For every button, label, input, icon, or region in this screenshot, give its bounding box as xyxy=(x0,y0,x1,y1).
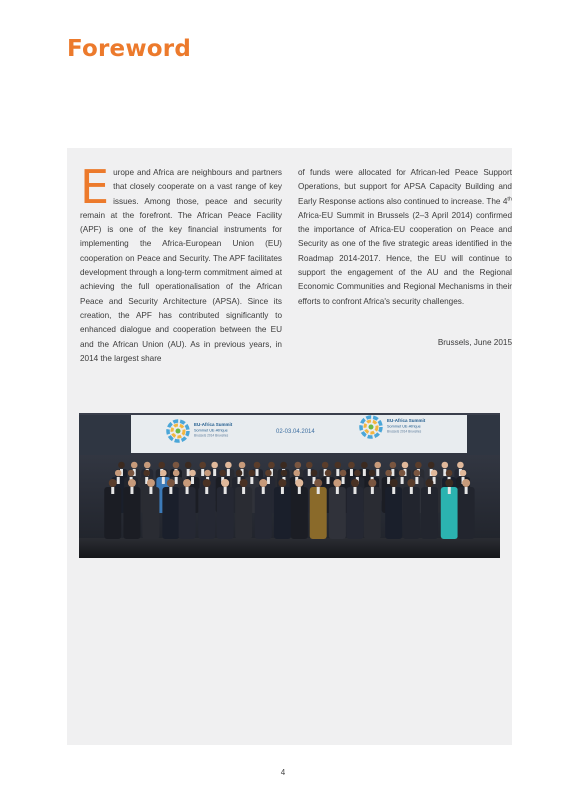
delegate-head xyxy=(428,462,435,469)
delegate-shirt xyxy=(465,487,468,494)
delegate-shirt xyxy=(281,487,284,494)
delegate-head xyxy=(390,462,397,469)
delegate-head xyxy=(399,470,406,477)
delegate-shirt xyxy=(353,487,356,494)
delegate-shirt xyxy=(149,487,152,494)
ordinal-suffix: th xyxy=(507,195,512,202)
delegate-head xyxy=(158,462,165,469)
delegate-body xyxy=(255,487,272,539)
delegate-shirt xyxy=(111,487,114,494)
delegate-head xyxy=(203,479,211,487)
delegate-shirt xyxy=(336,469,339,476)
delegate-head xyxy=(306,462,313,469)
delegate-body xyxy=(198,487,215,539)
delegate-body xyxy=(441,487,458,539)
delegate-head xyxy=(368,479,376,487)
delegate-head xyxy=(407,479,415,487)
delegate-shirt xyxy=(213,469,216,476)
delegate-head xyxy=(173,462,180,469)
delegate-head xyxy=(385,470,392,477)
delegate-shirt xyxy=(162,477,165,484)
delegate-shirt xyxy=(350,469,353,476)
delegate-body xyxy=(329,487,346,539)
delegate-head xyxy=(333,479,341,487)
delegate-body xyxy=(179,487,196,539)
delegate-head xyxy=(348,462,355,469)
delegate-head xyxy=(295,479,303,487)
text-column-left xyxy=(80,160,282,366)
delegate-shirt xyxy=(342,477,345,484)
delegate-head xyxy=(144,462,151,469)
delegate-head xyxy=(280,462,287,469)
delegate-head xyxy=(374,462,381,469)
delegate-shirt xyxy=(191,477,194,484)
delegate-shirt xyxy=(186,487,189,494)
delegate-shirt xyxy=(401,477,404,484)
delegate-shirt xyxy=(117,477,120,484)
delegate-shirt xyxy=(201,469,204,476)
delegate-head xyxy=(167,479,175,487)
delegate-body xyxy=(104,487,121,539)
left-column-text: urope and Africa are neighbours and partners that closely cooperate on a vast range of key issues. Among those, peace and security remain at the forefront. The African Peace Facility (APF) is one of the key financial instruments for implementing the Africa-European Union (EU) cooperation on Peace and Security. The APF facilitates development through a long-term commitment aimed at achieving the full operationalisation of the African Peace and Security Architecture (APSA). Since its creation, the APF has contributed significantly to enhanced dialogue and cooperation between the EU and the African Union (AU). As in previous years, in 2014 the largest share xyxy=(80,168,282,363)
delegate-shirt xyxy=(371,487,374,494)
delegate-shirt xyxy=(205,487,208,494)
delegate-body xyxy=(162,487,179,539)
delegate-head xyxy=(118,462,125,469)
delegate-head xyxy=(265,470,272,477)
delegate-head xyxy=(131,462,138,469)
delegate-head xyxy=(204,470,211,477)
delegate-head xyxy=(221,479,229,487)
delegate-body xyxy=(235,487,252,539)
delegate-shirt xyxy=(336,487,339,494)
paragraph-left xyxy=(80,160,282,366)
delegate-shirt xyxy=(392,487,395,494)
delegate-head xyxy=(462,479,470,487)
delegate-shirt xyxy=(428,487,431,494)
delegate-head xyxy=(442,462,449,469)
delegate-head xyxy=(240,479,248,487)
delegate-head xyxy=(236,470,243,477)
delegate-head xyxy=(445,479,453,487)
banner-date: 02-03.04.2014 xyxy=(276,429,315,435)
delegate-body xyxy=(346,487,363,539)
delegate-head xyxy=(431,470,438,477)
banner-right-title: EU-Africa Summit xyxy=(387,418,426,423)
delegate-head xyxy=(147,479,155,487)
delegate-head xyxy=(281,470,288,477)
delegate-shirt xyxy=(415,477,418,484)
delegate-body xyxy=(364,487,381,539)
delegate-head xyxy=(335,462,342,469)
delegate-shirt xyxy=(410,487,413,494)
delegate-shirt xyxy=(387,477,390,484)
banner-right-place: Brussels 2014 Bruxelles xyxy=(387,429,422,434)
delegate-head xyxy=(369,470,376,477)
delegate-shirt xyxy=(308,469,311,476)
text-column-right xyxy=(298,166,512,309)
right-column-text-b: Africa-EU Summit in Brussels (2–3 April 2014) confirmed the importance of Africa-EU cooperation on Peace and Security as one of the five strategic areas identified in the Roadmap 2014-2017. Hence, the EU will continue to support the engagement of the AU and the Regional Economic Communities and Regional Mechanisms in their efforts to confront Africa's security challenges. xyxy=(298,210,512,306)
delegate-shirt xyxy=(298,487,301,494)
group-photo-illustration xyxy=(79,413,500,558)
delegate-head xyxy=(183,479,191,487)
delegate-head xyxy=(460,470,467,477)
delegate-head xyxy=(446,470,453,477)
delegate-head xyxy=(457,462,464,469)
delegate-body xyxy=(217,487,234,539)
delegate-head xyxy=(314,479,322,487)
page-title: Foreword xyxy=(67,36,191,62)
right-column-text-a: of funds were allocated for African-led Peace Support Operations, but support for APSA Capacity Building and Early Response actions also continued to increase. The 4 xyxy=(298,168,512,206)
banner-right-subtitle: Sommet UE-Afrique xyxy=(387,424,421,429)
delegate-head xyxy=(109,479,117,487)
delegate-head xyxy=(160,470,167,477)
delegate-head xyxy=(225,462,232,469)
signature-line: Brussels, June 2015 xyxy=(437,338,512,347)
delegate-head xyxy=(185,462,192,469)
delegate-head xyxy=(128,470,135,477)
delegate-head xyxy=(322,462,329,469)
delegate-body xyxy=(403,487,420,539)
delegate-body xyxy=(274,487,291,539)
delegate-head xyxy=(361,462,368,469)
delegate-head xyxy=(128,479,136,487)
delegate-head xyxy=(351,479,359,487)
delegate-shirt xyxy=(376,469,379,476)
delegate-body xyxy=(385,487,402,539)
delegate-shirt xyxy=(224,487,227,494)
delegate-head xyxy=(425,479,433,487)
delegate-head xyxy=(295,462,302,469)
delegate-shirt xyxy=(262,487,265,494)
delegate-body xyxy=(123,487,140,539)
delegate-shirt xyxy=(227,469,230,476)
delegate-head xyxy=(354,470,361,477)
delegate-head xyxy=(340,470,347,477)
banner-left-place: Brussels 2014 Bruxelles xyxy=(194,433,229,438)
delegate-head xyxy=(143,470,150,477)
delegate-shirt xyxy=(130,487,133,494)
delegate-shirt xyxy=(169,487,172,494)
delegate-head xyxy=(293,470,300,477)
paragraph-right xyxy=(298,166,512,309)
delegate-head xyxy=(311,470,318,477)
delegate-shirt xyxy=(363,469,366,476)
delegate-head xyxy=(199,462,206,469)
delegate-head xyxy=(278,479,286,487)
delegate-head xyxy=(211,462,218,469)
delegate-head xyxy=(115,470,122,477)
delegate-body xyxy=(291,487,308,539)
delegate-shirt xyxy=(187,469,190,476)
delegate-head xyxy=(219,470,226,477)
delegate-head xyxy=(173,470,180,477)
delegate-shirt xyxy=(317,487,320,494)
delegate-shirt xyxy=(327,477,330,484)
delegate-shirt xyxy=(267,477,270,484)
delegate-head xyxy=(254,462,261,469)
delegate-head xyxy=(390,479,398,487)
delegate-head xyxy=(414,470,421,477)
delegate-head xyxy=(268,462,275,469)
page-number: 4 xyxy=(280,768,286,777)
banner-left-title: EU-Africa Summit xyxy=(194,422,233,427)
delegate-body xyxy=(421,487,438,539)
delegate-shirt xyxy=(242,487,245,494)
delegate-head xyxy=(249,470,256,477)
delegate-head xyxy=(325,470,332,477)
delegate-head xyxy=(402,462,409,469)
banner-left-subtitle: Sommet UE-Afrique xyxy=(194,428,228,433)
delegate-shirt xyxy=(256,469,259,476)
delegate-head xyxy=(189,470,196,477)
drop-cap: E xyxy=(80,160,110,214)
delegate-body xyxy=(458,487,475,539)
delegate-body xyxy=(142,487,159,539)
delegate-shirt xyxy=(448,487,451,494)
summit-group-photo xyxy=(79,413,500,558)
delegate-head xyxy=(415,462,422,469)
delegate-head xyxy=(239,462,246,469)
delegate-shirt xyxy=(250,477,253,484)
delegate-shirt xyxy=(175,477,178,484)
delegate-body xyxy=(310,487,327,539)
delegate-head xyxy=(259,479,267,487)
